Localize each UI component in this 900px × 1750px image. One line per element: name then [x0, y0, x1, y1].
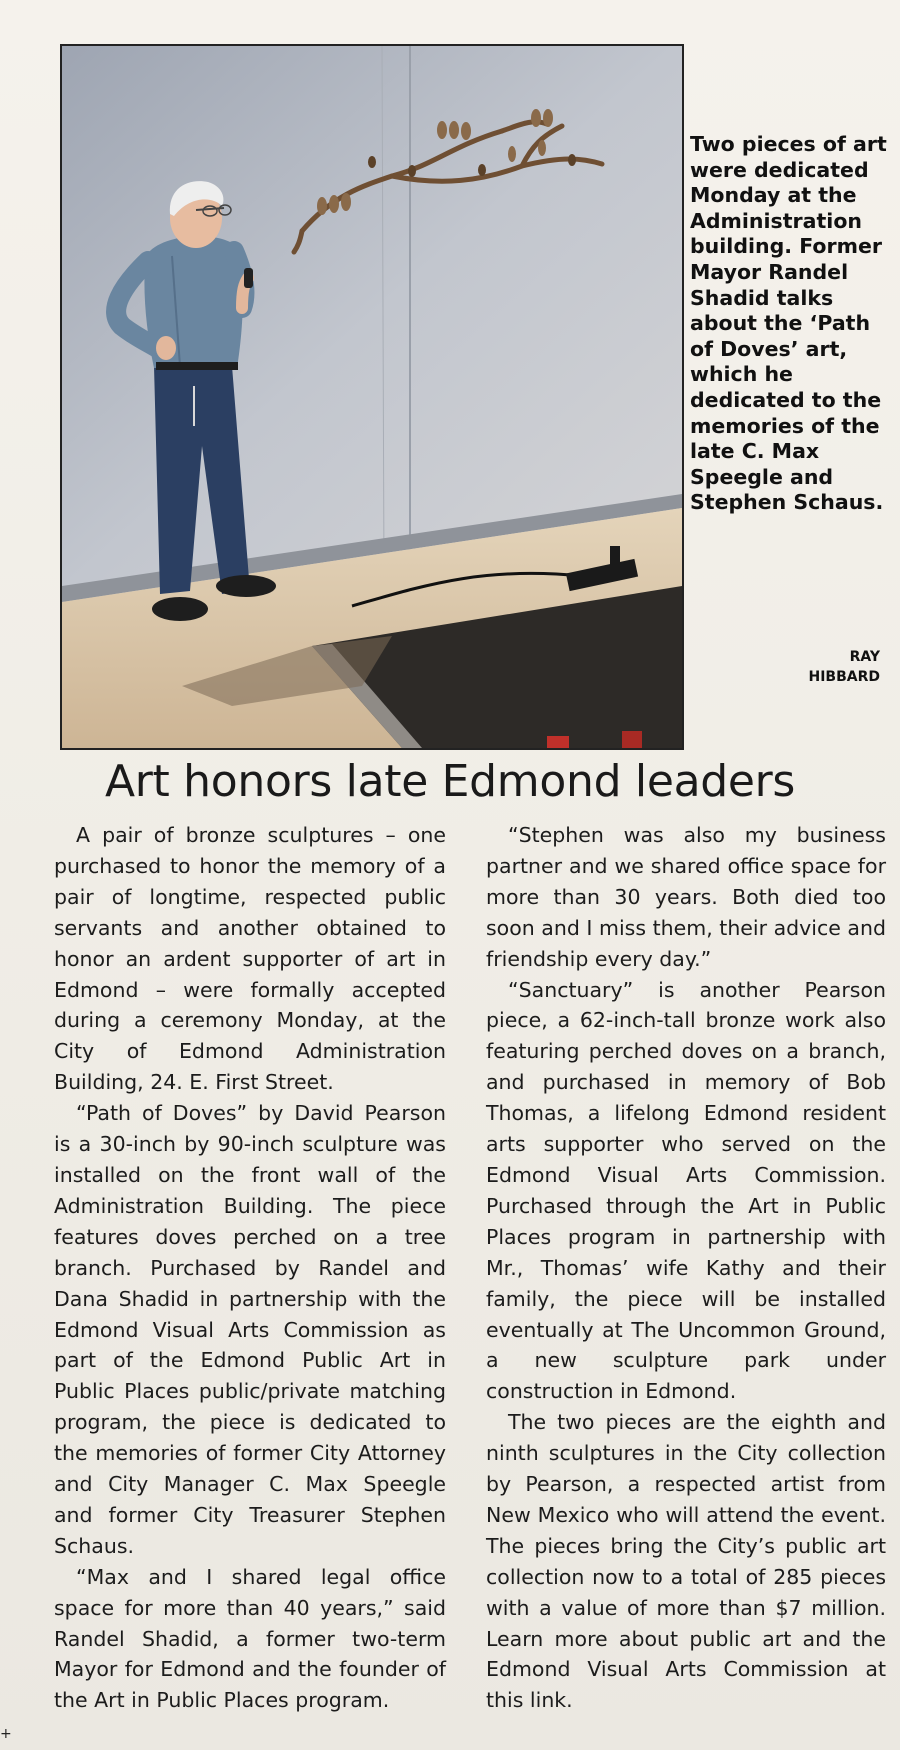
- article-headline: Art honors late Edmond leaders: [104, 756, 796, 807]
- article-paragraph: “Sanctuary” is another Pearson piece, a 62-inch-tall bronze work also featuring perched doves on a branch, and purchased in memory of Bob Thomas, a lifelong Edmond resident arts supporter who served on the Edmond Visual Arts Commission. Purchased through the Art in Public Places program in partnership with Mr., Thomas’ wife Kathy and their family, the piece will be installed eventually at The Uncommon Ground, a new sculpture park under construction in Edmond.: [486, 977, 886, 1404]
- credit-last-name: HIBBARD: [808, 669, 880, 685]
- article-paragraph: “Max and I shared legal office space for more than 40 years,” said Randel Shadid, a former two-term Mayor for Edmond and the founder of the Art in Public Places program.: [54, 1564, 446, 1713]
- article-column-left: [54, 820, 446, 1716]
- news-photo: [60, 44, 684, 750]
- photo-icon: [62, 46, 682, 748]
- article-paragraph: A pair of bronze sculptures – one purchased to honor the memory of a pair of longtime, respected public servants and another obtained to honor an ardent supporter of art in Edmond – were formally accepted during a ceremony Monday, at the City of Edmond Administration Building, 24. E. First Street.: [54, 823, 446, 1095]
- article-column-right: [486, 820, 886, 1716]
- article-paragraph: The two pieces are the eighth and ninth sculptures in the City collection by Pearson, a respected artist from New Mexico who will attend the event. The pieces bring the City’s public art collection now to a total of 285 pieces with a value of more than $7 million. Learn more about public art and the Edmond Visual Arts Commission at this link.: [486, 1410, 886, 1713]
- registration-mark: +: [0, 1726, 12, 1742]
- article-paragraph: “Path of Doves” by David Pearson is a 30-inch by 90-inch sculpture was installed on the front wall of the Administration Building. The piece features doves perched on a tree branch. Purchased by Randel and Dana Shadid in partnership with the Edmond Visual Arts Commission as part of the Edmond Public Art in Public Places public/private matching program, the piece is dedicated to the memories of former City Attorney and City Manager C. Max Speegle and former City Treasurer Stephen Schaus.: [54, 1101, 446, 1558]
- photo-credit: [790, 647, 880, 687]
- photo-caption: Two pieces of art were dedicated Monday at the Administration building. Former Mayor Randel Shadid talks about the ‘Path of Doves’ art, which he dedicated to the memories of the late C. Max Speegle and Stephen Schaus.: [690, 132, 887, 515]
- article-paragraph: “Stephen was also my business partner and we shared office space for more than 30 years. Both died too soon and I miss them, their advice and friendship every day.”: [486, 823, 886, 971]
- credit-first-name: RAY: [849, 649, 880, 665]
